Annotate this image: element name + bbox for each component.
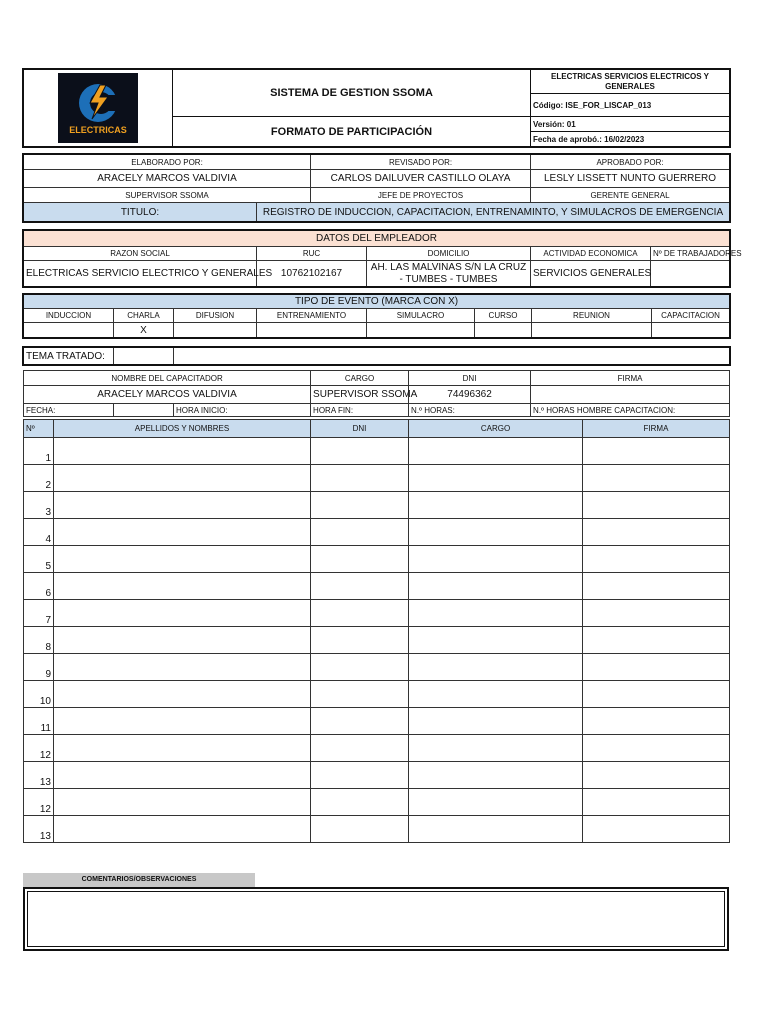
attendee-row: [24, 681, 730, 708]
attendee-dni-header: DNI: [311, 420, 409, 438]
attendee-cargo-cell[interactable]: [409, 492, 583, 519]
event-mark-simulacro[interactable]: [367, 323, 475, 338]
attendee-dni-cell[interactable]: [311, 519, 409, 546]
attendee-dni-cell[interactable]: [311, 627, 409, 654]
attendee-cargo-cell[interactable]: [409, 465, 583, 492]
comments-box[interactable]: [23, 887, 729, 951]
fecha-value[interactable]: [114, 404, 174, 417]
aprobado-role: GERENTE GENERAL: [531, 188, 730, 203]
hora-inicio-label: HORA INICIO:: [174, 404, 311, 417]
attendee-cargo-cell[interactable]: [409, 627, 583, 654]
attendee-firma-cell[interactable]: [583, 519, 730, 546]
form-header: [23, 69, 730, 147]
event-option-capacitacion: CAPACITACION: [652, 309, 730, 323]
attendee-name-cell[interactable]: [54, 762, 311, 789]
trainer-cargo-label: CARGO: [311, 371, 409, 386]
attendee-row: [24, 708, 730, 735]
titulo-label: TITULO:: [24, 203, 257, 222]
attendee-dni-cell[interactable]: [311, 816, 409, 843]
attendee-cargo-header: CARGO: [409, 420, 583, 438]
attendee-row: [24, 465, 730, 492]
logo-cell: [24, 70, 173, 147]
attendee-firma-cell[interactable]: [583, 492, 730, 519]
horas-hombre-label: N.º HORAS HOMBRE CAPACITACION:: [531, 404, 730, 417]
approval-date: Fecha de aprobó.: 16/02/2023: [531, 132, 730, 147]
revisado-label: REVISADO POR:: [311, 155, 531, 170]
attendee-row-number: 4: [24, 519, 54, 546]
attendee-dni-cell[interactable]: [311, 600, 409, 627]
logo-text: ELECTRICAS: [69, 125, 127, 135]
attendee-name-cell[interactable]: [54, 519, 311, 546]
attendee-row-number: 13: [24, 816, 54, 843]
attendee-row-number: 5: [24, 546, 54, 573]
attendee-row: [24, 762, 730, 789]
attendee-row-number: 1: [24, 438, 54, 465]
attendee-name-cell[interactable]: [54, 816, 311, 843]
attendee-row-number: 13: [24, 762, 54, 789]
attendee-name-cell[interactable]: [54, 708, 311, 735]
event-option-simulacro: SIMULACRO: [367, 309, 475, 323]
attendee-row: [24, 789, 730, 816]
attendee-dni-cell[interactable]: [311, 465, 409, 492]
attendee-firma-cell[interactable]: [583, 735, 730, 762]
attendee-cargo-cell[interactable]: [409, 735, 583, 762]
razon-label: RAZON SOCIAL: [24, 247, 257, 261]
attendee-name-cell[interactable]: [54, 438, 311, 465]
event-type-table: [23, 294, 730, 338]
attendee-cargo-cell[interactable]: [409, 789, 583, 816]
domicilio-label: DOMICILIO: [367, 247, 531, 261]
event-section-title: TIPO DE EVENTO (MARCA CON X): [24, 295, 730, 309]
attendee-row-number: 12: [24, 735, 54, 762]
system-title: SISTEMA DE GESTION SSOMA: [173, 70, 531, 117]
fecha-label: FECHA:: [24, 404, 114, 417]
attendee-firma-cell[interactable]: [583, 708, 730, 735]
attendee-firma-cell[interactable]: [583, 654, 730, 681]
attendee-row-number: 3: [24, 492, 54, 519]
attendee-cargo-cell[interactable]: [409, 816, 583, 843]
employer-section-title: DATOS DEL EMPLEADOR: [24, 231, 730, 247]
event-option-difusion: DIFUSION: [174, 309, 257, 323]
attendee-cargo-cell[interactable]: [409, 519, 583, 546]
attendee-dni-cell[interactable]: [311, 762, 409, 789]
trabajadores-value[interactable]: [651, 261, 730, 287]
attendee-dni-cell[interactable]: [311, 546, 409, 573]
hora-fin-label: HORA FIN:: [311, 404, 409, 417]
event-option-curso: CURSO: [475, 309, 532, 323]
topic-value-b[interactable]: [174, 348, 730, 365]
elaborado-label: ELABORADO POR:: [24, 155, 311, 170]
attendee-dni-cell[interactable]: [311, 492, 409, 519]
attendee-name-cell[interactable]: [54, 789, 311, 816]
attendee-cargo-cell[interactable]: [409, 438, 583, 465]
approvals-table: [23, 154, 730, 222]
doc-code: Código: ISE_FOR_LISCAP_013: [531, 94, 730, 117]
attendee-cargo-cell[interactable]: [409, 708, 583, 735]
aprobado-label: APROBADO POR:: [531, 155, 730, 170]
attendee-row: [24, 600, 730, 627]
attendee-dni-cell[interactable]: [311, 681, 409, 708]
attendee-firma-cell[interactable]: [583, 573, 730, 600]
trainer-dni-value: 74496362: [409, 386, 531, 404]
attendee-dni-cell[interactable]: [311, 735, 409, 762]
trabajadores-label: Nº DE TRABAJADORES: [651, 247, 730, 261]
attendee-cargo-cell[interactable]: [409, 546, 583, 573]
attendee-firma-cell[interactable]: [583, 762, 730, 789]
trainer-name-value: ARACELY MARCOS VALDIVIA: [24, 386, 311, 404]
event-mark-capacitacion[interactable]: [652, 323, 730, 338]
form-title: FORMATO DE PARTICIPACIÓN: [173, 117, 531, 147]
attendee-row: [24, 519, 730, 546]
attendee-row: [24, 627, 730, 654]
attendee-name-cell[interactable]: [54, 681, 311, 708]
attendee-row-number: 10: [24, 681, 54, 708]
event-option-reunion: REUNION: [532, 309, 652, 323]
attendee-cargo-cell[interactable]: [409, 600, 583, 627]
attendee-num-header: Nº: [24, 420, 54, 438]
company-name: ELECTRICAS SERVICIOS ELECTRICOS Y GENERALES: [531, 70, 730, 94]
employer-table: [23, 230, 742, 287]
event-mark-charla[interactable]: X: [114, 323, 174, 338]
attendee-firma-cell[interactable]: [583, 438, 730, 465]
attendees-table: [23, 419, 730, 843]
attendee-row: [24, 546, 730, 573]
topic-table: [23, 347, 730, 365]
attendee-firma-cell[interactable]: [583, 789, 730, 816]
doc-version: Versión: 01: [531, 117, 730, 132]
event-option-charla: CHARLA: [114, 309, 174, 323]
attendee-row: [24, 735, 730, 762]
comments-label: COMENTARIOS/OBSERVACIONES: [23, 873, 255, 887]
attendee-firma-cell[interactable]: [583, 546, 730, 573]
attendee-row-number: 9: [24, 654, 54, 681]
ruc-value: 10762102167: [257, 261, 367, 287]
attendee-row: [24, 816, 730, 843]
attendee-dni-cell[interactable]: [311, 654, 409, 681]
attendee-dni-cell[interactable]: [311, 438, 409, 465]
horas-label: N.º HORAS:: [409, 404, 531, 417]
event-mark-difusion[interactable]: [174, 323, 257, 338]
titulo-value: REGISTRO DE INDUCCION, CAPACITACION, ENTRENAMINTO, Y SIMULACROS DE EMERGENCIA: [257, 203, 730, 222]
event-option-induccion: INDUCCION: [24, 309, 114, 323]
topic-label: TEMA TRATADO:: [24, 348, 114, 365]
attendee-name-cell[interactable]: [54, 465, 311, 492]
attendee-firma-cell[interactable]: [583, 600, 730, 627]
attendee-dni-cell[interactable]: [311, 708, 409, 735]
attendee-row: [24, 492, 730, 519]
attendee-row: [24, 573, 730, 600]
trainer-table: [23, 370, 730, 417]
attendee-name-cell[interactable]: [54, 627, 311, 654]
trainer-dni-label: DNI: [409, 371, 531, 386]
attendee-row: [24, 438, 730, 465]
attendee-row-number: 2: [24, 465, 54, 492]
attendee-row-number: 8: [24, 627, 54, 654]
attendee-name-cell[interactable]: [54, 573, 311, 600]
attendee-name-cell[interactable]: [54, 492, 311, 519]
topic-value-a[interactable]: [114, 348, 174, 365]
attendee-firma-cell[interactable]: [583, 816, 730, 843]
attendee-row-number: 7: [24, 600, 54, 627]
trainer-cargo-value: SUPERVISOR SSOMA: [311, 386, 409, 404]
aprobado-name: LESLY LISSETT NUNTO GUERRERO: [531, 170, 730, 188]
attendee-row-number: 6: [24, 573, 54, 600]
attendee-name-cell[interactable]: [54, 735, 311, 762]
attendee-firma-cell[interactable]: [583, 681, 730, 708]
event-mark-curso[interactable]: [475, 323, 532, 338]
attendee-name-cell[interactable]: [54, 654, 311, 681]
attendee-row-number: 12: [24, 789, 54, 816]
attendee-cargo-cell[interactable]: [409, 681, 583, 708]
attendee-firma-cell[interactable]: [583, 627, 730, 654]
event-mark-reunion[interactable]: [532, 323, 652, 338]
event-option-entrenamiento: ENTRENAMIENTO: [257, 309, 367, 323]
elaborado-name: ARACELY MARCOS VALDIVIA: [24, 170, 311, 188]
attendee-cargo-cell[interactable]: [409, 654, 583, 681]
attendee-cargo-cell[interactable]: [409, 762, 583, 789]
attendee-firma-cell[interactable]: [583, 465, 730, 492]
company-logo: [58, 73, 138, 143]
ruc-label: RUC: [257, 247, 367, 261]
attendee-row-number: 11: [24, 708, 54, 735]
revisado-name: CARLOS DAILUVER CASTILLO OLAYA: [311, 170, 531, 188]
trainer-firma-label: FIRMA: [531, 371, 730, 386]
actividad-label: ACTIVIDAD ECONOMICA: [531, 247, 651, 261]
elaborado-role: SUPERVISOR SSOMA: [24, 188, 311, 203]
event-mark-induccion[interactable]: [24, 323, 114, 338]
event-mark-entrenamiento[interactable]: [257, 323, 367, 338]
attendee-name-cell[interactable]: [54, 546, 311, 573]
revisado-role: JEFE DE PROYECTOS: [311, 188, 531, 203]
attendee-cargo-cell[interactable]: [409, 573, 583, 600]
razon-value: ELECTRICAS SERVICIO ELECTRICO Y GENERALES: [24, 261, 257, 287]
attendee-dni-cell[interactable]: [311, 573, 409, 600]
attendee-firma-header: FIRMA: [583, 420, 730, 438]
attendee-row: [24, 654, 730, 681]
attendee-name-cell[interactable]: [54, 600, 311, 627]
actividad-value: SERVICIOS GENERALES: [531, 261, 651, 287]
trainer-signature[interactable]: [531, 386, 730, 404]
attendee-dni-cell[interactable]: [311, 789, 409, 816]
domicilio-value: AH. LAS MALVINAS S/N LA CRUZ - TUMBES - TUMBES: [367, 261, 531, 287]
trainer-name-label: NOMBRE DEL CAPACITADOR: [24, 371, 311, 386]
attendee-names-header: APELLIDOS Y NOMBRES: [54, 420, 311, 438]
